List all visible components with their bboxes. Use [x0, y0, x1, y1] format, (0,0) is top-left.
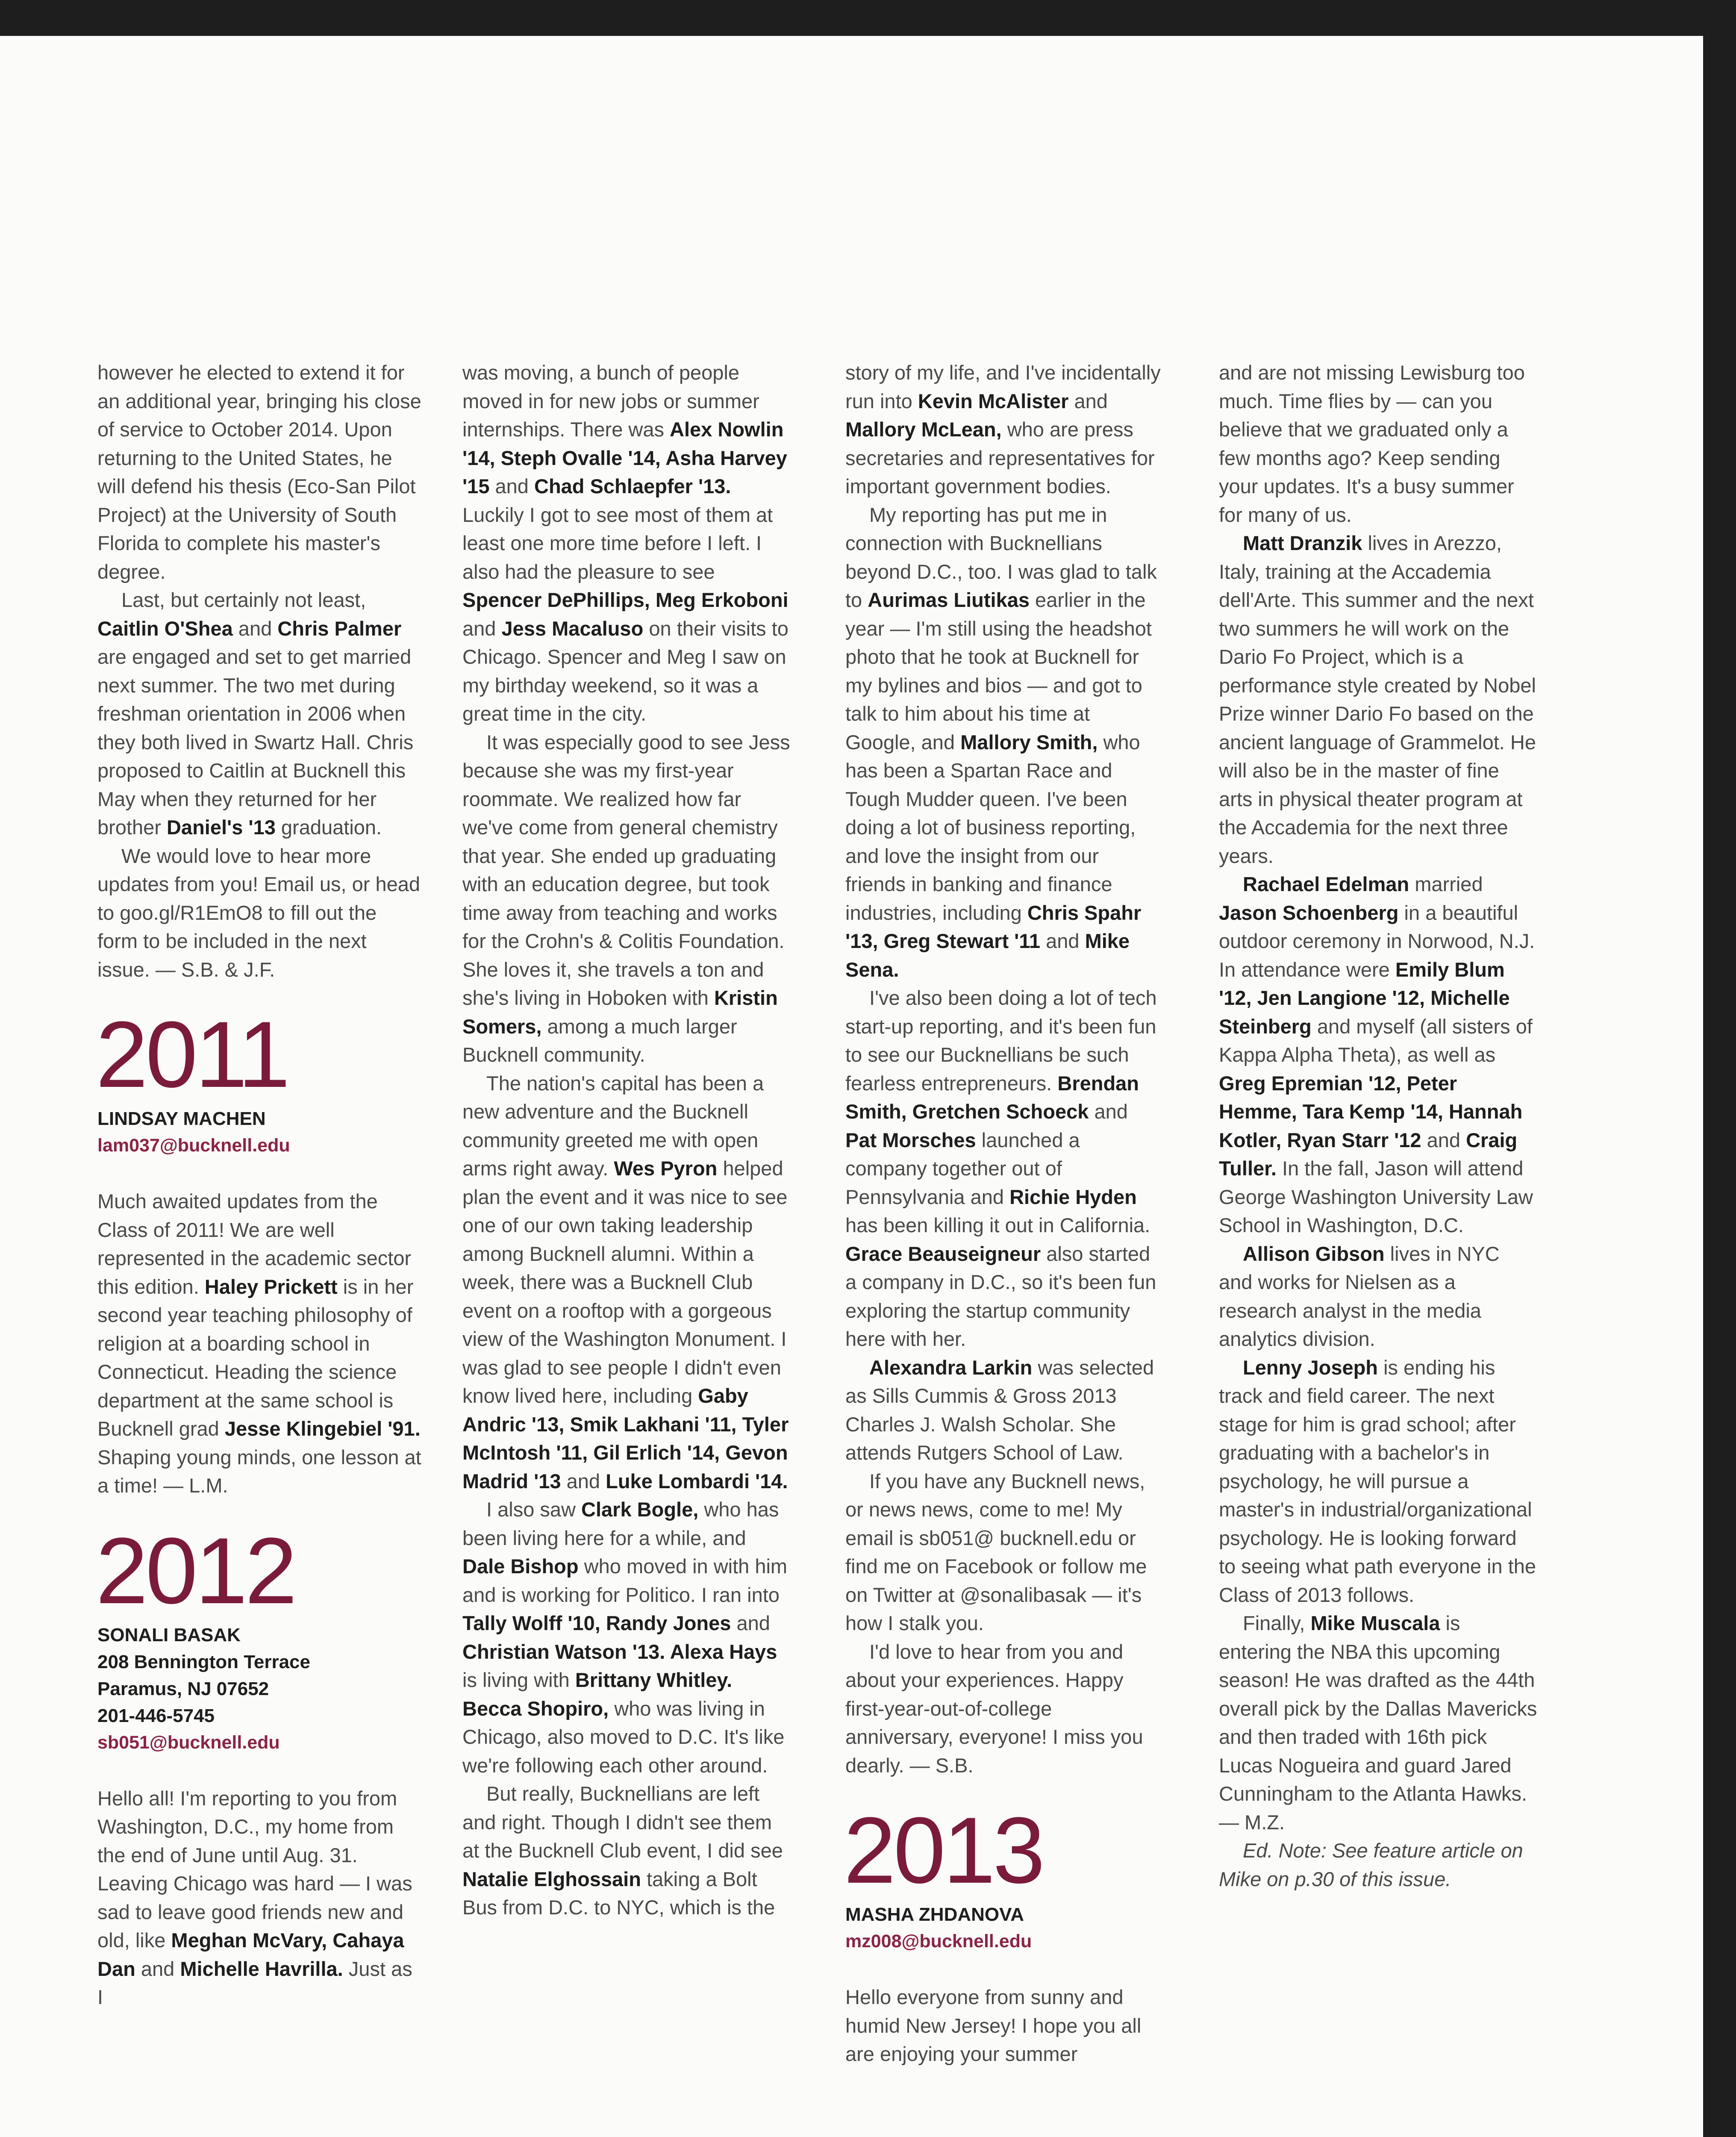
paragraph: I also saw Clark Bogle, who has been living here for a while, and Dale Bishop who moved in with him and is working for Politico. I ran into Tally Wolff '10, Randy Jones and Christian Watson '13. Alexa Hays is living with Brittany Whitley. Becca Shopiro, who was living in Chicago, also moved to D.C. It's like we're following each other around. — [462, 1498, 788, 1777]
person-name: Gaby Andric '13, Smik Lakhani '11, Tyler McIntosh '11, Gil Erlich '14, Gevon Madrid '13 — [462, 1384, 789, 1492]
person-name: Michelle Havrilla. — [180, 1957, 343, 1980]
person-name: Wes Pyron — [614, 1157, 718, 1180]
person-name: Allison Gibson — [1243, 1242, 1385, 1265]
person-name: Alexandra Larkin — [869, 1356, 1033, 1379]
paragraph: Hello all! I'm reporting to you from Washington, D.C., my home from the end of June until Aug. 31. Leaving Chicago was hard — I was sad to leave good friends new and old, like Meghan McVary, Cahaya Dan and Michelle Havrilla. Just as I — [97, 1787, 412, 2008]
person-name: Lenny Joseph — [1243, 1356, 1378, 1379]
paragraph: Alexandra Larkin was selected as Sills Cummis & Gross 2013 Charles J. Walsh Scholar. She attends Rutgers School of Law. — [845, 1356, 1154, 1464]
paragraph: If you have any Bucknell news, or news news, come to me! My email is sb051@ bucknell.edu or find me on Facebook or follow me on Twitter at @sonalibasak — it's how I stalk you. — [845, 1469, 1147, 1634]
person-name: Grace Beauseigneur — [845, 1242, 1041, 1265]
paragraph: however he elected to extend it for an additional year, bringing his close of service to October 2014. Upon returning to the United States, he will defend his thesis (Eco-San Pilot Project) at the University of South Florida to complete his master's degree. — [97, 361, 421, 583]
person-name: Clark Bogle, — [581, 1498, 699, 1521]
correspondent-name: LINDSAY MACHEN — [97, 1108, 266, 1129]
correspondent-name: MASHA ZHDANOVA — [845, 1904, 1024, 1925]
correspondent-email[interactable]: lam037@bucknell.edu — [97, 1135, 290, 1156]
person-name: Haley Prickett — [204, 1275, 338, 1298]
correspondent-name: SONALI BASAK — [97, 1624, 241, 1645]
person-name: Richie Hyden — [1009, 1185, 1137, 1208]
editor-note: Ed. Note: See feature article on Mike on p.30 of this issue. — [1219, 1839, 1523, 1890]
column-4 — [1219, 359, 1538, 1893]
paragraph: I'd love to hear from you and about your experiences. Happy first-year-out-of-college anniversary, everyone! I miss you dearly. — S.B. — [845, 1640, 1143, 1777]
person-name: Pat Morsches — [845, 1128, 976, 1151]
class-year-heading: 2013 — [844, 1798, 1043, 1903]
person-name: Mallory McLean, — [845, 418, 1002, 441]
paragraph: My reporting has put me in connection with Bucknellians beyond D.C., too. I was glad to talk to Aurimas Liutikas earlier in the year — I'm still using the headshot photo that he took at Bucknell for my bylines and bios — and got to talk to him about his time at Google, and Mallory Smith, who has been a Spartan Race and Tough Mudder queen. I've been doing a lot of business reporting, and love the insight from our friends in banking and finance industries, including Chris Spahr '13, Greg Stewart '11 and Mike Sena. — [845, 503, 1157, 981]
paragraph: Matt Dranzik lives in Arezzo, Italy, training at the Accademia dell'Arte. This summer and the next two summers he will work on the Dario Fo Project, which is a performance style created by Nobel Prize winner Dario Fo based on the ancient language of Grammelot. He will also be in the master of fine arts in physical theater program at the Accademia for the next three years. — [1219, 532, 1536, 867]
paragraph: Hello everyone from sunny and humid New Jersey! I hope you all are enjoying your summer — [845, 1986, 1142, 2065]
person-name: Chad Schlaepfer '13. — [534, 475, 731, 497]
paragraph: story of my life, and I've incidentally run into Kevin McAlister and Mallory McLean, who are press secretaries and representatives for important government bodies. — [845, 361, 1161, 497]
correspondent-address: Paramus, NJ 07652 — [97, 1678, 269, 1699]
person-name: Jess Macaluso — [501, 617, 644, 640]
person-name: Brittany Whitley. Becca Shopiro, — [462, 1669, 733, 1720]
column-1 — [97, 359, 422, 2012]
paragraph: Lenny Joseph is ending his track and field career. The next stage for him is grad school; after graduating with a bachelor's in psychology, he will pursue a master's in industrial/organizational psychology. He is looking forward to seeing what path everyone in the Class of 2013 follows. — [1219, 1356, 1536, 1606]
person-name: Aurimas Liutikas — [868, 589, 1030, 611]
person-name: Spencer DePhillips, Meg Erkoboni — [462, 589, 789, 611]
paragraph: Much awaited updates from the Class of 2011! We are well represented in the academic sector this edition. Haley Prickett is in her second year teaching philosophy of religion at a boarding school in Connecticut. Heading the science department at the same school is Bucknell grad Jesse Klingebiel '91. Shaping young minds, one lesson at a time! — L.M. — [97, 1190, 421, 1497]
person-name: Rachael Edelman — [1243, 873, 1409, 895]
correspondent-address: 208 Bennington Terrace — [97, 1651, 310, 1672]
person-name: Matt Dranzik — [1243, 532, 1362, 554]
column-2 — [462, 359, 793, 1922]
person-name: Mike Muscala — [1310, 1612, 1440, 1634]
paragraph: But really, Bucknellians are left and right. Though I didn't see them at the Bucknell Club event, I did see Natalie Elghossain taking a Bolt Bus from D.C. to NYC, which is the — [462, 1782, 783, 1919]
person-name: Chris Spahr '13, Greg Stewart '11 — [845, 901, 1142, 952]
person-name: Natalie Elghossain — [462, 1867, 641, 1890]
class-year-heading: 2011 — [96, 1002, 288, 1107]
person-name: Jason Schoenberg — [1219, 901, 1399, 924]
paragraph: We would love to hear more updates from you! Email us, or head to goo.gl/R1EmO8 to fill out the form to be included in the next issue. — S.B. & J.F. — [97, 844, 421, 981]
person-name: Jesse Klingebiel '91. — [224, 1417, 421, 1440]
paragraph: Allison Gibson lives in NYC and works for Nielsen as a research analyst in the media analytics division. — [1219, 1242, 1500, 1350]
person-name: Daniel's '13 — [166, 816, 276, 839]
correspondent-email[interactable]: mz008@bucknell.edu — [845, 1931, 1032, 1952]
person-name: Alex Nowlin '14, Steph Ovalle '14, Asha Harvey '15 — [462, 418, 787, 497]
correspondent-phone: 201-446-5745 — [97, 1705, 215, 1726]
person-name: Craig Tuller. — [1219, 1128, 1518, 1180]
person-name: Kevin McAlister — [918, 389, 1069, 412]
paragraph: and are not missing Lewisburg too much. Time flies by — can you believe that we graduated only a few months ago? Keep sending your updates. It's a busy summer for many of us. — [1219, 361, 1525, 526]
person-name: Kristin Somers, — [462, 986, 778, 1038]
person-name: Dale Bishop — [462, 1555, 579, 1578]
paragraph: It was especially good to see Jess because she was my first-year roommate. We realized how far we've come from general chemistry that year. She ended up graduating with an education degree, but took time away from teaching and works for the Crohn's & Colitis Foundation. She loves it, she travels a ton and she's living in Hoboken with Kristin Somers, among a much larger Bucknell community. — [462, 730, 790, 1066]
person-name: Chris Palmer — [277, 617, 402, 640]
person-name: Luke Lombardi '14. — [606, 1469, 788, 1492]
magazine-page — [0, 36, 1703, 2137]
person-name: Meghan McVary, Cahaya Dan — [97, 1929, 404, 1980]
person-name: Tally Wolff '10, Randy Jones — [462, 1612, 731, 1634]
paragraph: Finally, Mike Muscala is entering the NBA this upcoming season! He was drafted as the 44th overall pick by the Dallas Mavericks and then traded with 16th pick Lucas Nogueira and guard Jared Cunningham to the Atlanta Hawks. — M.Z. — [1219, 1612, 1537, 1834]
paragraph: was moving, a bunch of people moved in for new jobs or summer internships. There was Alex Nowlin '14, Steph Ovalle '14, Asha Harvey '15 and Chad Schlaepfer '13. Luckily I got to see most of them at least one more time before I left. I also had the pleasure to see Spencer DePhillips, Meg Erkoboni and Jess Macaluso on their visits to Chicago. Spencer and Meg I saw on my birthday weekend, so it was a great time in the city. — [462, 361, 789, 725]
person-name: Mike Sena. — [845, 930, 1130, 981]
class-year-heading: 2012 — [96, 1518, 295, 1623]
paragraph: Last, but certainly not least, Caitlin O'Shea and Chris Palmer are engaged and set to get married next summer. The two met during freshman orientation in 2006 when they both lived in Swartz Hall. Chris proposed to Caitlin at Bucknell this May when they returned for her brother Daniel's '13 graduation. — [97, 589, 414, 839]
column-3 — [845, 359, 1162, 2069]
correspondent-email[interactable]: sb051@bucknell.edu — [97, 1732, 280, 1753]
person-name: Mallory Smith, — [960, 730, 1098, 754]
paragraph: The nation's capital has been a new adventure and the Bucknell community greeted me with open arms right away. Wes Pyron helped plan the event and it was nice to see one of our own taking leadership among Bucknell alumni. Within a week, there was a Bucknell Club event on a rooftop with a gorgeous view of the Washington Monument. I was glad to see people I didn't even know lived here, including Gaby Andric '13, Smik Lakhani '11, Tyler McIntosh '11, Gil Erlich '14, Gevon Madrid '13 and Luke Lombardi '14. — [462, 1071, 789, 1492]
paragraph: I've also been doing a lot of tech start-up reporting, and it's been fun to see our Bucknellians be such fearless entrepreneurs. Brendan Smith, Gretchen Schoeck and Pat Morsches launched a company together out of Pennsylvania and Richie Hyden has been killing it out in California. Grace Beauseigneur also started a company in D.C., so it's been fun exploring the startup community here with her. — [845, 986, 1157, 1350]
person-name: Greg Epremian '12, Peter Hemme, Tara Kemp '14, Hannah Kotler, Ryan Starr '12 — [1219, 1071, 1523, 1151]
person-name: Emily Blum '12, Jen Langione '12, Michelle Steinberg — [1219, 958, 1510, 1038]
person-name: Christian Watson '13. Alexa Hays — [462, 1640, 777, 1663]
paragraph: Rachael Edelman married Jason Schoenberg in a beautiful outdoor ceremony in Norwood, N.J. In attendance were Emily Blum '12, Jen Langione '12, Michelle Steinberg and myself (all sisters of Kappa Alpha Theta), as well as Greg Epremian '12, Peter Hemme, Tara Kemp '14, Hannah Kotler, Ryan Starr '12 and Craig Tuller. In the fall, Jason will attend George Washington University Law School in Washington, D.C. — [1219, 873, 1535, 1236]
person-name: Brendan Smith, Gretchen Schoeck — [845, 1071, 1139, 1123]
person-name: Caitlin O'Shea — [97, 617, 233, 640]
